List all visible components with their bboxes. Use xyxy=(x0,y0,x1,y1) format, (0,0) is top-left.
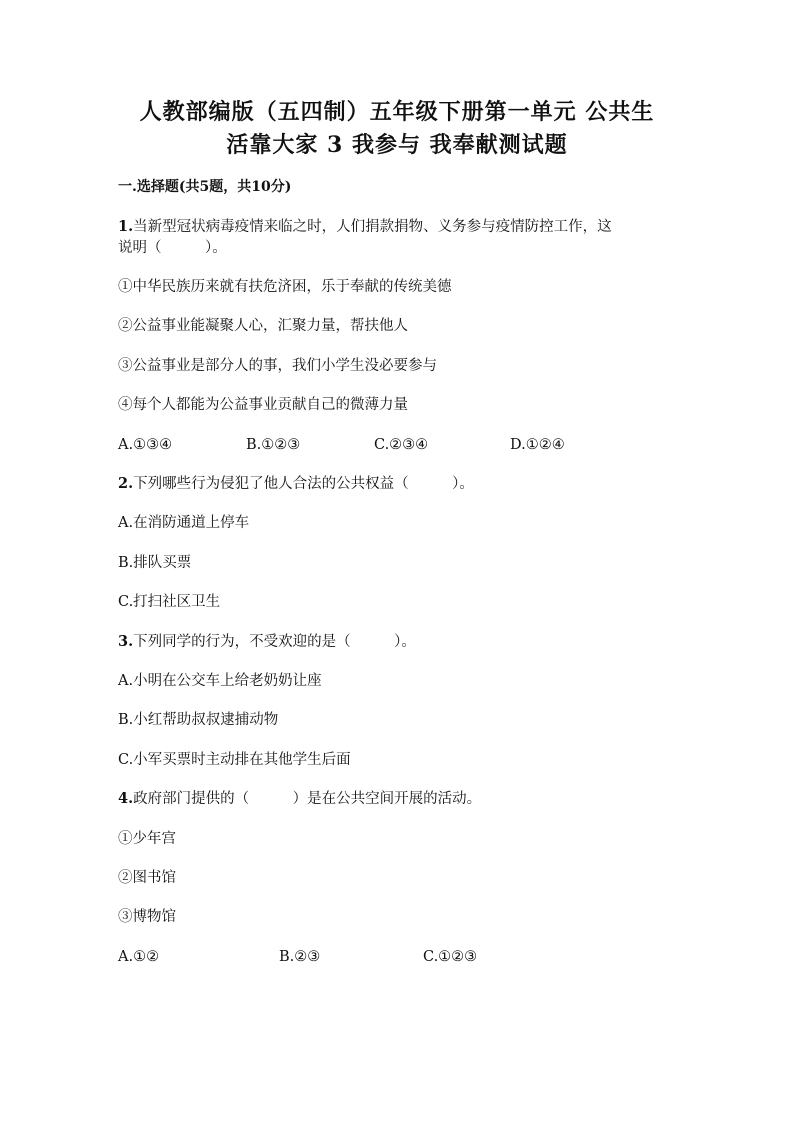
question-4-stem xyxy=(118,788,481,810)
question-1-stem-line-1 xyxy=(118,216,612,238)
question-3-number: 3. xyxy=(118,633,134,650)
question-3-text: 下列同学的行为，不受欢迎的是（ ）。 xyxy=(133,634,416,650)
question-2-number: 2. xyxy=(118,475,134,492)
question-1-option-d[interactable]: D.①②④ xyxy=(510,437,565,453)
question-3-option-c[interactable]: C.小军买票时主动排在其他学生后面 xyxy=(118,752,351,768)
question-1-statement: ①中华民族历来就有扶危济困，乐于奉献的传统美德 xyxy=(118,279,452,295)
question-4-option-a[interactable]: A.①② xyxy=(118,949,160,965)
page-title-line-1: 人教部编版（五四制）五年级下册第一单元 公共生 xyxy=(139,99,655,125)
question-4-statement: ②图书馆 xyxy=(118,870,176,886)
question-4-statement: ③博物馆 xyxy=(118,909,176,925)
question-2-stem xyxy=(118,473,474,495)
question-3-stem xyxy=(118,631,416,653)
page-title-line-2: 活靠大家 3 我参与 我奉献测试题 xyxy=(226,132,568,158)
question-4-option-b[interactable]: B.②③ xyxy=(279,949,321,965)
question-1-stem-line-2: 说明（ ）。 xyxy=(118,240,227,256)
question-1-option-b[interactable]: B.①②③ xyxy=(246,437,301,453)
question-4-text: 政府部门提供的（ ）是在公共空间开展的活动。 xyxy=(133,791,482,807)
question-1-statement: ②公益事业能凝聚人心，汇聚力量，帮扶他人 xyxy=(118,318,408,334)
question-1-number: 1. xyxy=(118,218,134,235)
question-2-option-c[interactable]: C.打扫社区卫生 xyxy=(118,594,221,610)
question-2-option-b[interactable]: B.排队买票 xyxy=(118,555,192,571)
question-1-options xyxy=(118,434,718,456)
question-3-option-b[interactable]: B.小红帮助叔叔逮捕动物 xyxy=(118,712,279,728)
question-1-option-c[interactable]: C.②③④ xyxy=(374,437,429,453)
question-4-statement: ①少年宫 xyxy=(118,831,176,847)
question-1-statement: ③公益事业是部分人的事，我们小学生没必要参与 xyxy=(118,358,437,374)
question-4-option-c[interactable]: C.①②③ xyxy=(423,949,478,965)
question-2-text: 下列哪些行为侵犯了他人合法的公共权益（ ）。 xyxy=(133,476,474,492)
question-4-options xyxy=(118,946,718,968)
question-1-text: 当新型冠状病毒疫情来临之时，人们捐款捐物、义务参与疫情防控工作，这 xyxy=(133,219,612,235)
question-1-option-a[interactable]: A.①③④ xyxy=(118,437,173,453)
question-2-option-a[interactable]: A.在消防通道上停车 xyxy=(118,515,250,531)
question-4-number: 4. xyxy=(118,790,134,807)
question-3-option-a[interactable]: A.小明在公交车上给老奶奶让座 xyxy=(118,673,322,689)
section-heading: 一.选择题(共5题，共10分) xyxy=(118,179,292,195)
question-1-statement: ④每个人都能为公益事业贡献自己的微薄力量 xyxy=(118,397,408,413)
